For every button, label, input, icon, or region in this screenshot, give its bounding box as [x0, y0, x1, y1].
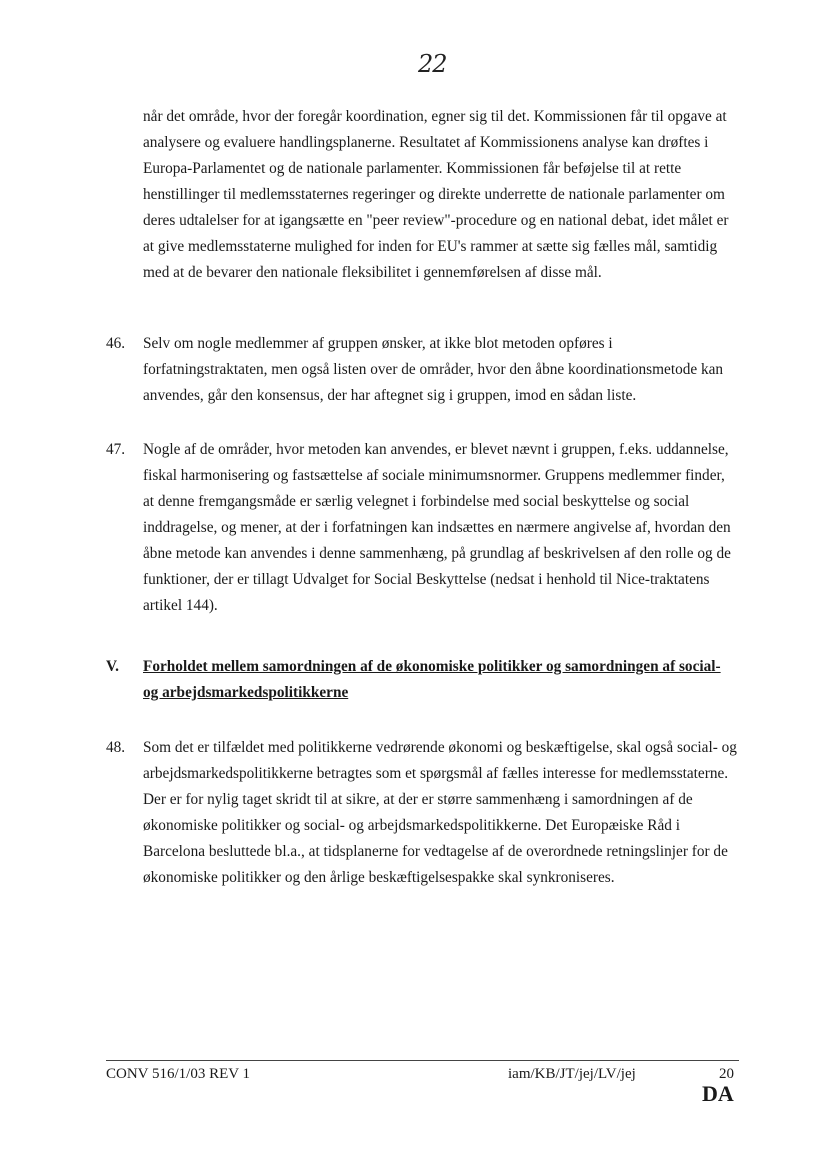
section-number: V. — [106, 658, 119, 675]
footer-document-reference: CONV 516/1/03 REV 1 — [106, 1066, 251, 1082]
paragraph-46-text: Selv om nogle medlemmer af gruppen ønsker, at ikke blot metoden opføres i forfatningstraktaten, men også listen over de områder, hvor den åbne koordinationsmetode kan anvendes, går den konsensus, der har aftegnet sig i gruppen, imod en sådan liste. — [143, 335, 724, 404]
handwritten-page-number: 22 — [418, 50, 447, 78]
paragraph-47-text: Nogle af de områder, hvor metoden kan anvendes, er blevet nævnt i gruppen, f.eks. uddannelse, fiskal harmonisering og fastsættelse af sociale minimumsnormer. Gruppens medlemmer finder, at denne fremgangsmåde er særlig velegnet i forbindelse med social beskyttelse og social inddragelse, og mener, at der i forfatningen kan indsættes en nærmere angivelse af, hvordan den åbne metode kan anvendes i denne sammenhæng, på grundlag af beskrivelsen af den rolle og de funktioner, der er tillagt Udvalget for Social Beskyttelse (nedsat i henhold til Nice-traktatens artikel 144). — [143, 441, 731, 614]
footer-language-code: DA — [702, 1081, 734, 1106]
footer-initials: iam/KB/JT/jej/LV/jej — [508, 1066, 636, 1082]
footer-divider — [106, 1060, 739, 1061]
paragraph-number-48: 48. — [106, 739, 126, 756]
footer-page-number: 20 — [719, 1066, 734, 1082]
intro-paragraph: når det område, hvor der foregår koordination, egner sig til det. Kommissionen får til opgave at analysere og evaluere handlingsplanerne. Resultatet af Kommissionens analyse kan drøftes i Europa-Parlamentet og de nationale parlamenter. Kommissionen får beføjelse til at rette henstillinger til medlemsstaternes regeringer og direkte underrette de nationale parlamenter om deres udtalelser for at igangsætte en "peer review"-procedure og en national debat, idet målet er at give medlemsstaterne mulighed for inden for EU's rammer at sætte sig fælles mål, samtidig med at de bevarer den nationale fleksibilitet i gennemførelsen af disse mål. — [143, 108, 729, 281]
paragraph-48-text: Som det er tilfældet med politikkerne vedrørende økonomi og beskæftigelse, skal også social- og arbejdsmarkedspolitikkerne betragtes som et spørgsmål af fælles interesse for medlemsstaterne. Der er for nylig taget skridt til at sikre, at der er større sammenhæng i samordningen af de økonomiske politikker og social- og arbejdsmarkedspolitikkerne. Det Europæiske Råd i Barcelona besluttede bl.a., at tidsplanerne for vedtagelse af de overordnede retningslinjer for de økonomiske politikker og den årlige beskæftigelsespakke skal synkroniseres. — [143, 739, 737, 886]
paragraph-number-46: 46. — [106, 335, 126, 352]
section-heading: Forholdet mellem samordningen af de økonomiske politikker og samordningen af social- og arbejdsmarkedspolitikkerne — [143, 658, 721, 701]
paragraph-number-47: 47. — [106, 441, 126, 458]
